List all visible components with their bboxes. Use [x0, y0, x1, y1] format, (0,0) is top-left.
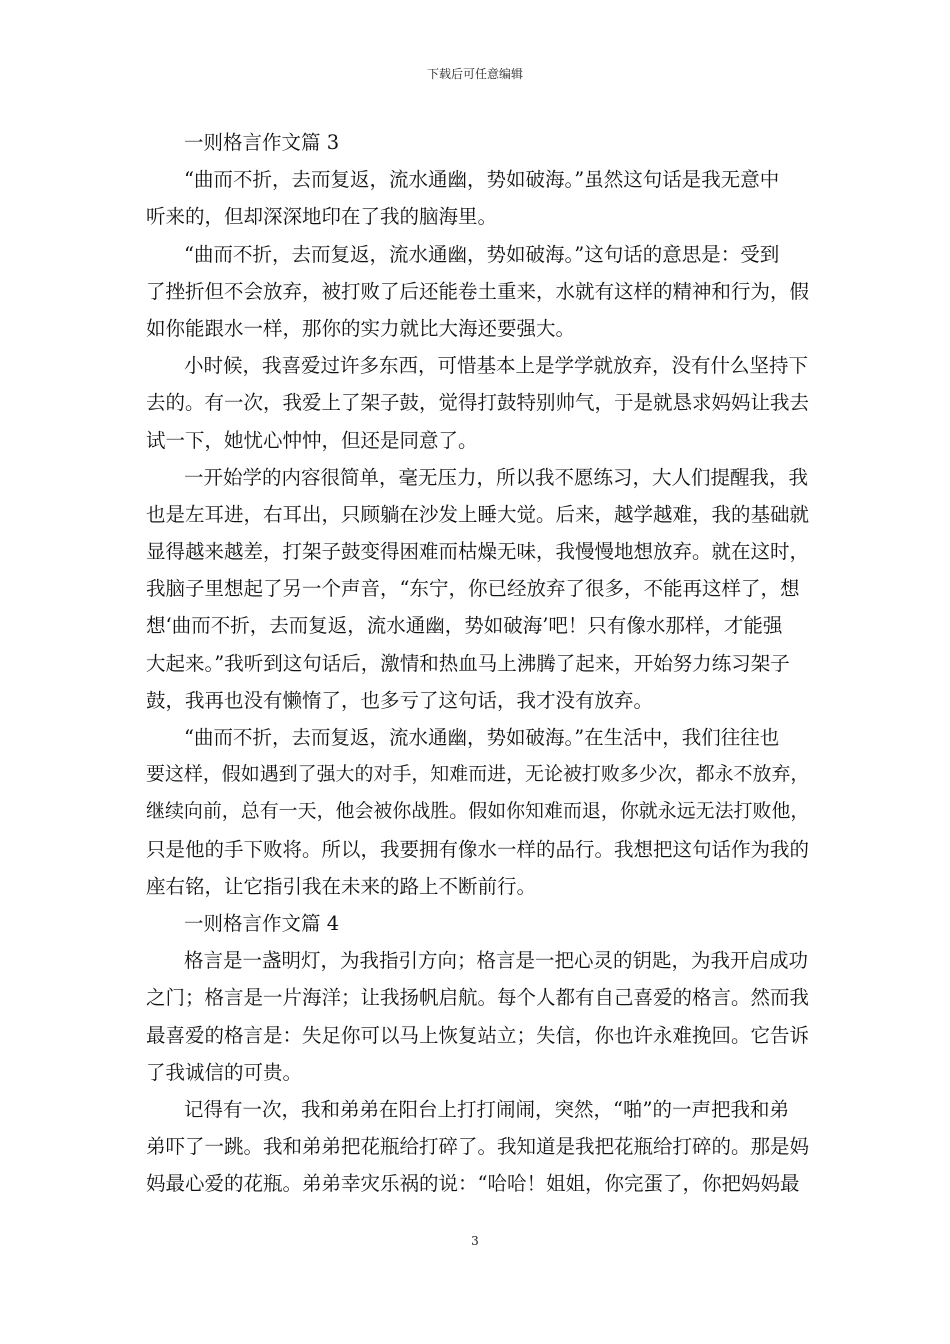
text-line: 一则格言作文篇 3	[184, 131, 340, 154]
page-number: 3	[471, 1234, 479, 1248]
text-line: 座右铭，让它指引我在未来的路上不断前行。	[146, 874, 537, 898]
text-line: 鼓，我再也没有懒惰了，也多亏了这句话，我才没有放弃。	[146, 688, 654, 712]
text-line: 记得有一次，我和弟弟在阳台上打打闹闹，突然，“啪”的一声把我和弟	[184, 1097, 789, 1121]
text-line: 想‘曲而不折，去而复返，流水通幽，势如破海’吧！只有像水那样，才能强	[146, 614, 783, 638]
text-line: “曲而不折，去而复返，流水通幽，势如破海。”这句话的意思是：受到	[184, 242, 780, 266]
text-line: 格言是一盏明灯，为我指引方向；格言是一把心灵的钥匙，为我开启成功	[184, 949, 809, 973]
text-line: 了挫折但不会放弃，被打败了后还能卷土重来，水就有这样的精神和行为，假	[146, 279, 810, 303]
text-line: 要这样，假如遇到了强大的对手，知难而进，无论被打败多少次，都永不放弃，	[146, 763, 810, 786]
text-line: “曲而不折，去而复返，流水通幽，势如破海。”在生活中，我们往往也	[184, 726, 780, 749]
text-line: 听来的，但却深深地印在了我的脑海里。	[146, 205, 498, 229]
page-header-note: 下载后可任意编辑	[426, 67, 523, 81]
document-body	[146, 124, 810, 1202]
text-line: 最喜爱的格言是：失足你可以马上恢复站立；失信，你也许永难挽回。它告诉	[146, 1023, 810, 1047]
text-line: 一开始学的内容很简单，毫无压力，所以我不愿练习，大人们提醒我，我	[184, 465, 809, 489]
text-line: 之门；格言是一片海洋；让我扬帆启航。每个人都有自己喜爱的格言。然而我	[146, 986, 810, 1010]
text-line: 妈最心爱的花瓶。弟弟幸灾乐祸的说：“哈哈！姐姐，你完蛋了，你把妈妈最	[146, 1172, 800, 1196]
text-line: 了我诚信的可贵。	[146, 1060, 303, 1084]
text-line: 也是左耳进，右耳出，只顾躺在沙发上睡大觉。后来，越学越难，我的基础就	[146, 502, 810, 526]
text-line: 弟吓了一跳。我和弟弟把花瓶给打碎了。我知道是我把花瓶给打碎的。那是妈	[146, 1135, 810, 1159]
text-line: 大起来。”我听到这句话后，激情和热血马上沸腾了起来，开始努力练习架子	[146, 651, 790, 675]
text-line: 一则格言作文篇 4	[184, 911, 340, 935]
text-line: 试一下，她忧心忡忡，但还是同意了。	[146, 428, 478, 452]
text-line: 我脑子里想起了另一个声音，“东宁，你已经放弃了很多，不能再这样了，想	[146, 577, 800, 601]
text-line: 如你能跟水一样，那你的实力就比大海还要强大。	[146, 316, 576, 340]
text-line: 小时候，我喜爱过许多东西，可惜基本上是学学就放弃，没有什么坚持下	[184, 354, 809, 378]
text-line: 只是他的手下败将。所以，我要拥有像水一样的品行。我想把这句话作为我的	[146, 837, 810, 861]
text-line: 继续向前，总有一天，他会被你战胜。假如你知难而退，你就永远无法打败他，	[146, 800, 810, 823]
text-line: “曲而不折，去而复返，流水通幽，势如破海。”虽然这句话是我无意中	[184, 168, 780, 192]
text-line: 显得越来越差，打架子鼓变得困难而枯燥无味，我慢慢地想放弃。就在这时，	[146, 540, 810, 564]
text-line: 去的。有一次，我爱上了架子鼓，觉得打鼓特别帅气，于是就恳求妈妈让我去	[146, 391, 810, 415]
